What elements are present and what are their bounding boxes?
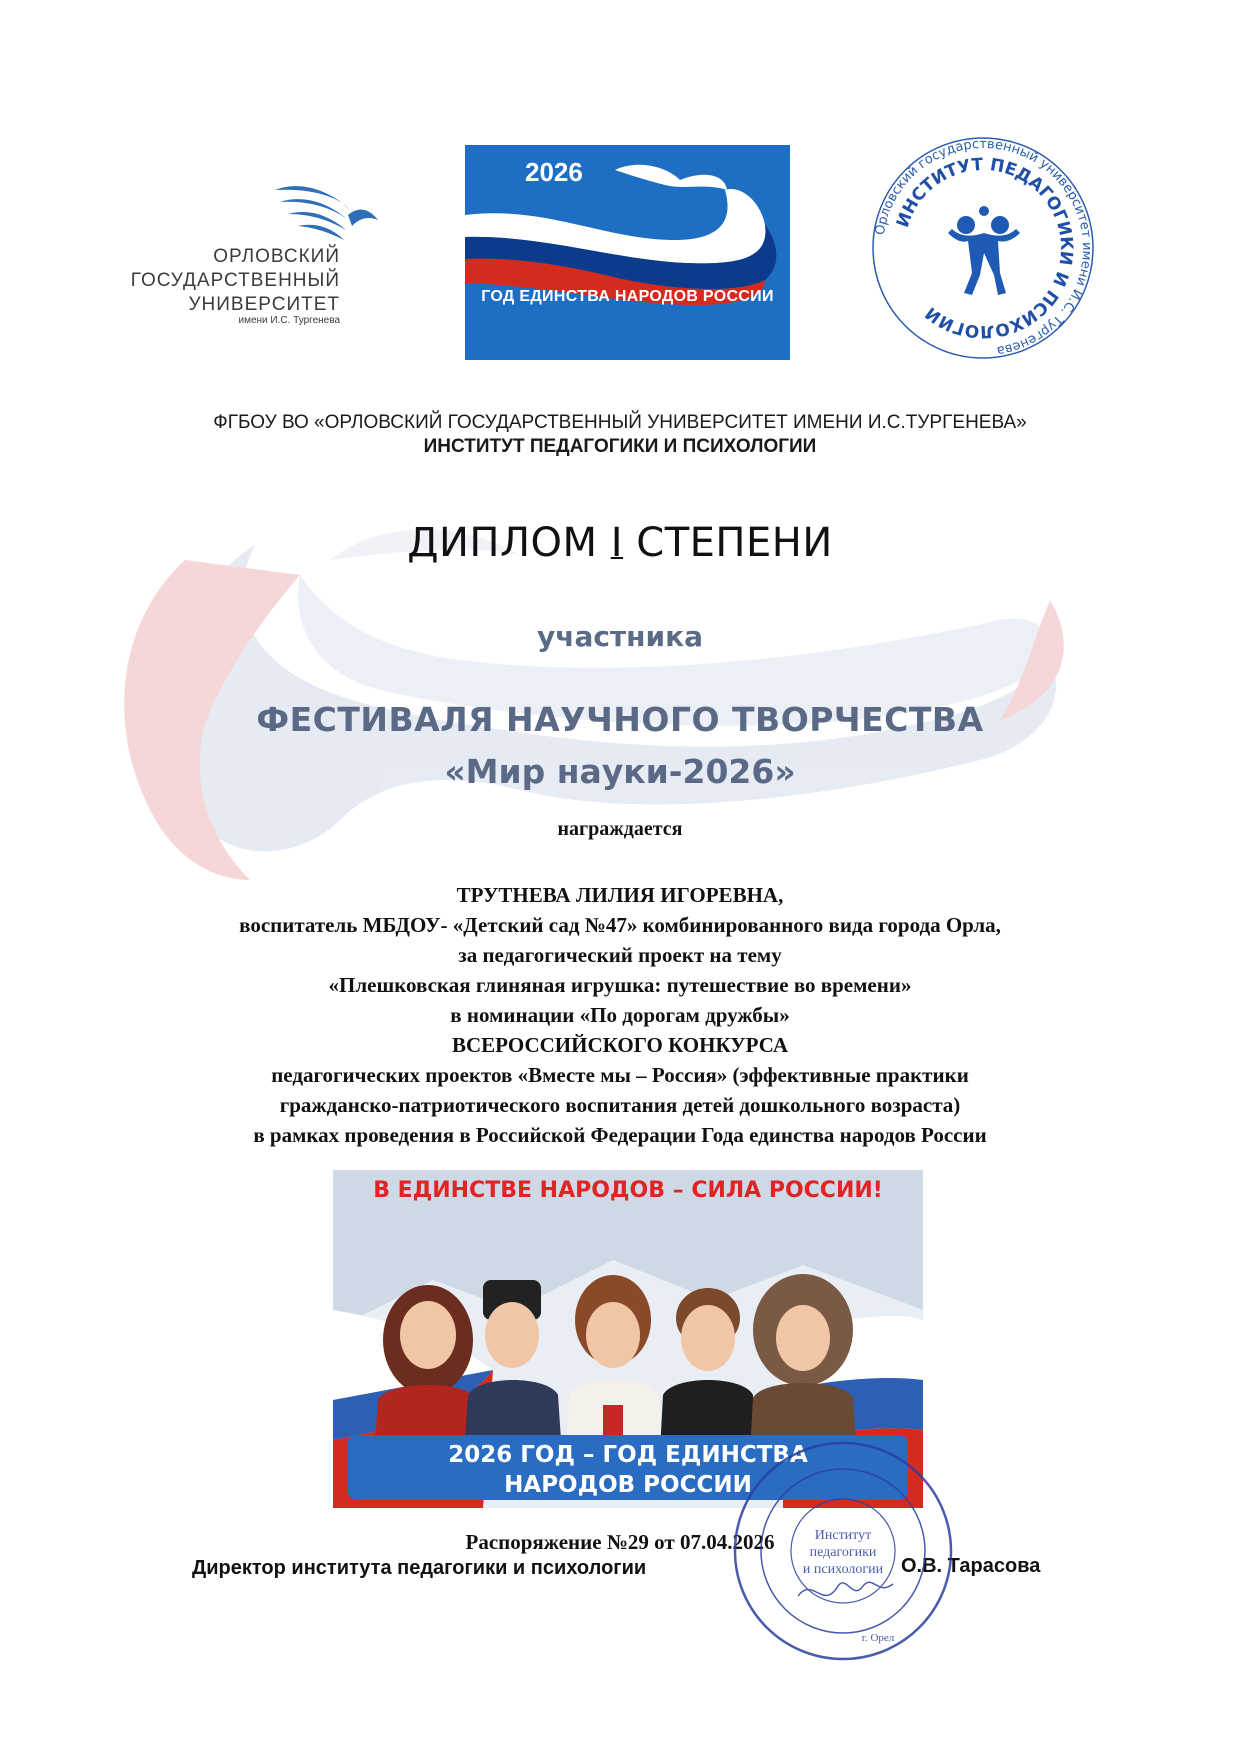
stamp-line1: Институт — [814, 1528, 872, 1543]
seal-outer-text: Орловский государственный университет имени И.С. Тургенева — [872, 136, 1095, 359]
year-caption: ГОД ЕДИНСТВА НАРОДОВ РОССИИ — [481, 288, 774, 305]
poster-caption: 2026 ГОД – ГОД ЕДИНСТВА НАРОДОВ РОССИИ — [448, 1442, 808, 1498]
project-intro: за педагогический проект на тему — [458, 943, 782, 967]
people-icon — [948, 206, 1020, 295]
diploma-title: ДИПЛОМ I СТЕПЕНИ — [407, 520, 833, 566]
order-reference: Распоряжение №29 от 07.04.2026 — [465, 1530, 775, 1554]
festival-title: ФЕСТИВАЛЯ НАУЧНОГО ТВОРЧЕСТВА — [256, 700, 984, 739]
eagle-wing-icon — [270, 170, 380, 245]
stamp-line2: педагогики — [809, 1545, 877, 1560]
official-stamp — [728, 1436, 958, 1666]
participant-label: участника — [536, 620, 704, 653]
university-name: ОРЛОВСКИЙ ГОСУДАРСТВЕННЫЙ УНИВЕРСИТЕТ — [130, 246, 340, 315]
year-number: 2026 — [525, 157, 583, 187]
director-name: О.В. Тарасова — [901, 1555, 1041, 1577]
director-title: Директор института педагогики и психологии — [192, 1557, 647, 1579]
year-of-unity-logo — [465, 145, 790, 360]
recipient-position: воспитатель МБДОУ- «Детский сад №47» комбинированного вида города Орла, — [239, 913, 1001, 937]
university-logo — [130, 165, 380, 335]
nomination: в номинации «По дорогам дружбы» — [450, 1003, 790, 1027]
contest-title: ВСЕРОССИЙСКОГО КОНКУРСА — [451, 1033, 789, 1057]
poster-slogan: В ЕДИНСТВЕ НАРОДОВ – СИЛА РОССИИ! — [373, 1178, 883, 1203]
organization-name: ФГБОУ ВО «ОРЛОВСКИЙ ГОСУДАРСТВЕННЫЙ УНИВЕРСИТЕТ ИМЕНИ И.С.ТУРГЕНЕВА» — [213, 412, 1027, 433]
stamp-line3: и психологии — [802, 1562, 884, 1577]
recipient-name: ТРУТНЕВА ЛИЛИЯ ИГОРЕВНА, — [456, 883, 784, 907]
contest-description-line2: гражданско-патриотического воспитания детей дошкольного возраста) — [279, 1093, 961, 1117]
seal-inner-text: ИНСТИТУТ ПЕДАГОГИКИ И ПСИХОЛОГИИ — [892, 154, 1077, 342]
festival-name: «Мир науки-2026» — [444, 752, 796, 791]
institute-seal-logo — [868, 133, 1098, 363]
flag-ribbon-icon — [465, 145, 790, 360]
project-title: «Плешковская глиняная игрушка: путешествие во времени» — [328, 973, 912, 997]
contest-description-line1: педагогических проектов «Вместе мы – Россия» (эффективные практики — [271, 1063, 969, 1087]
university-subtitle: имени И.С. Тургенева — [238, 315, 340, 326]
institute-name: ИНСТИТУТ ПЕДАГОГИКИ И ПСИХОЛОГИИ — [423, 436, 817, 457]
awarded-label: награждается — [557, 818, 683, 840]
stamp-city: г. Орел — [861, 1632, 895, 1644]
contest-description-line3: в рамках проведения в Российской Федерации Года единства народов России — [253, 1123, 987, 1147]
diploma-degree: I — [610, 520, 624, 566]
award-details — [100, 880, 1140, 1150]
